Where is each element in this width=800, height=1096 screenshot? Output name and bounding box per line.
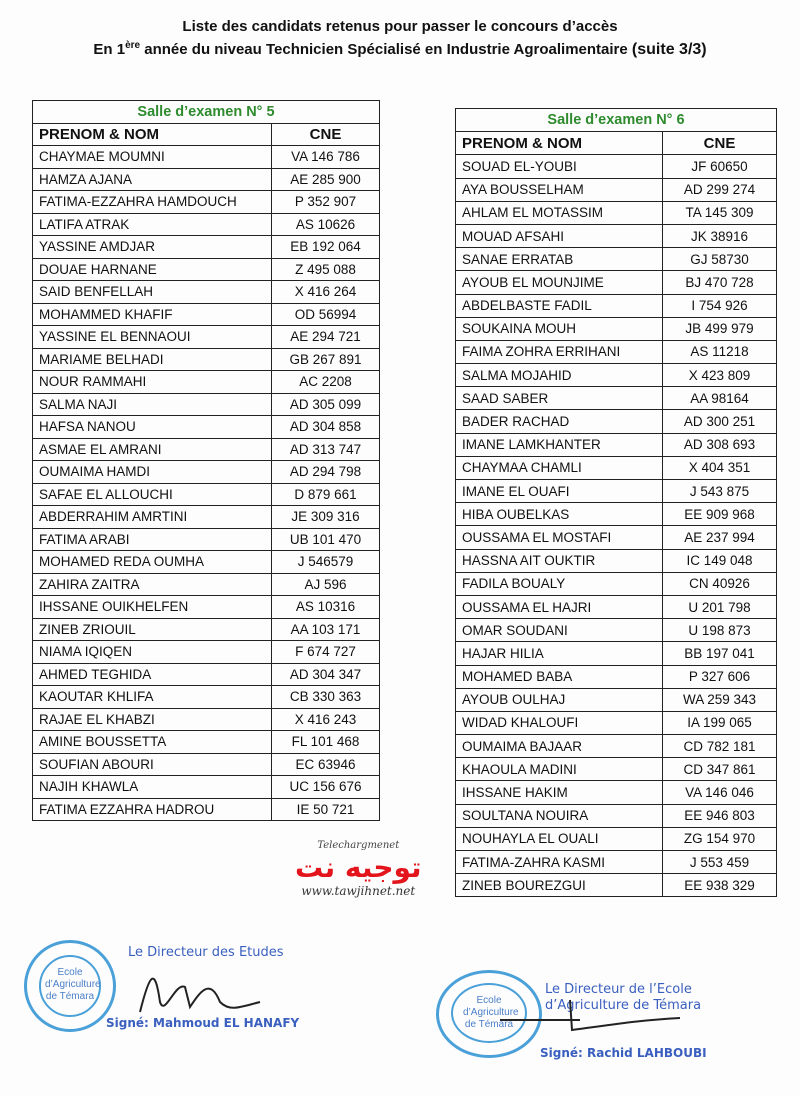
director-school-title: Le Directeur de l’Ecole d’Agriculture de Témara [545, 982, 702, 1013]
table-row [33, 551, 380, 574]
candidate-cne: J 553 459 [663, 851, 777, 874]
candidate-name: NIAMA IQIQEN [33, 641, 272, 664]
handwritten-signature-left [120, 962, 270, 1022]
candidate-name: SOUFIAN ABOURI [33, 753, 272, 776]
candidate-name: HIBA OUBELKAS [456, 503, 663, 526]
document-title-line2 [0, 40, 800, 59]
candidate-cne: AD 305 099 [272, 393, 380, 416]
table-row [456, 595, 777, 618]
table-row [456, 688, 777, 711]
candidate-name: SAAD SABER [456, 387, 663, 410]
candidate-name: MOHAMMED KHAFIF [33, 303, 272, 326]
table-row [456, 851, 777, 874]
table-row [456, 665, 777, 688]
table-row [33, 528, 380, 551]
table-row [456, 387, 777, 410]
candidate-name: OUSSAMA EL HAJRI [456, 595, 663, 618]
candidate-cne: EE 938 329 [663, 874, 777, 897]
candidate-cne: ZG 154 970 [663, 827, 777, 850]
table-row [33, 776, 380, 799]
title-main: année du niveau Technicien Spécialisé en Industrie Agroalimentaire [140, 41, 628, 58]
candidate-cne: AD 304 347 [272, 663, 380, 686]
candidate-cne: BJ 470 728 [663, 271, 777, 294]
table-row [456, 410, 777, 433]
table-row [456, 503, 777, 526]
salle-5-title: Salle d’examen N° 5 [33, 101, 380, 124]
candidate-cne: EE 909 968 [663, 503, 777, 526]
candidate-cne: AA 98164 [663, 387, 777, 410]
table-row [456, 364, 777, 387]
table-row [456, 526, 777, 549]
candidate-cne: CD 347 861 [663, 758, 777, 781]
candidate-name: IMANE EL OUAFI [456, 480, 663, 503]
stamp-right-text: Ecole d’Agriculture de Témara [463, 995, 519, 1030]
table-row [33, 236, 380, 259]
candidate-name: LATIFA ATRAK [33, 213, 272, 236]
candidate-name: NAJIH KHAWLA [33, 776, 272, 799]
table-row [33, 506, 380, 529]
candidate-cne: GJ 58730 [663, 248, 777, 271]
candidate-cne: BB 197 041 [663, 642, 777, 665]
table-row [33, 731, 380, 754]
candidate-cne: F 674 727 [272, 641, 380, 664]
candidate-cne: IC 149 048 [663, 549, 777, 572]
candidate-name: ZINEB BOUREZGUI [456, 874, 663, 897]
candidate-name: SANAE ERRATAB [456, 248, 663, 271]
candidate-name: OUSSAMA EL MOSTAFI [456, 526, 663, 549]
table-row [33, 258, 380, 281]
table-row [456, 155, 777, 178]
table-row [456, 294, 777, 317]
table-row [456, 758, 777, 781]
table-row [33, 281, 380, 304]
table-row [456, 804, 777, 827]
column-header-cne: CNE [272, 123, 380, 146]
title-superscript: ère [125, 40, 141, 51]
title-prefix: En 1 [93, 41, 126, 58]
table-row [456, 480, 777, 503]
candidate-cne: D 879 661 [272, 483, 380, 506]
candidate-cne: CN 40926 [663, 572, 777, 595]
table-row [33, 393, 380, 416]
candidate-name: AYOUB EL MOUNJIME [456, 271, 663, 294]
candidate-name: IMANE LAMKHANTER [456, 433, 663, 456]
candidate-cne: OD 56994 [272, 303, 380, 326]
candidate-name: AHLAM EL MOTASSIM [456, 201, 663, 224]
table-row [33, 461, 380, 484]
candidate-cne: AC 2208 [272, 371, 380, 394]
watermark [295, 840, 422, 898]
candidate-name: ASMAE EL AMRANI [33, 438, 272, 461]
column-header-name: PRENOM & NOM [456, 132, 663, 155]
candidate-name: FAIMA ZOHRA ERRIHANI [456, 340, 663, 363]
table-row [33, 798, 380, 821]
candidate-cne: AD 304 858 [272, 416, 380, 439]
candidate-cne: AA 103 171 [272, 618, 380, 641]
candidate-cne: TA 145 309 [663, 201, 777, 224]
candidate-name: OUMAIMA BAJAAR [456, 735, 663, 758]
table-row [33, 708, 380, 731]
column-header-name: PRENOM & NOM [33, 123, 272, 146]
table-row [33, 596, 380, 619]
candidate-cne: AS 10626 [272, 213, 380, 236]
signature-right: Signé: Rachid LAHBOUBI [540, 1046, 707, 1060]
candidate-name: HASSNA AIT OUKTIR [456, 549, 663, 572]
stamp-left-text: Ecole d’Agriculture de Témara [45, 967, 101, 1002]
candidate-name: SAFAE EL ALLOUCHI [33, 483, 272, 506]
candidate-name: SOUKAINA MOUH [456, 317, 663, 340]
table-row [456, 827, 777, 850]
table-row [33, 168, 380, 191]
table-row [456, 317, 777, 340]
candidate-cne: UB 101 470 [272, 528, 380, 551]
table-row [456, 735, 777, 758]
salle-6-table [455, 108, 777, 897]
candidate-name: CHAYMAA CHAMLI [456, 456, 663, 479]
candidate-cne: EC 63946 [272, 753, 380, 776]
table-row [33, 371, 380, 394]
column-header-cne: CNE [663, 132, 777, 155]
candidate-name: BADER RACHAD [456, 410, 663, 433]
table-row [33, 213, 380, 236]
candidate-cne: IA 199 065 [663, 711, 777, 734]
candidate-name: HAFSA NANOU [33, 416, 272, 439]
candidate-cne: AS 11218 [663, 340, 777, 363]
table-row [33, 618, 380, 641]
candidate-name: IHSSANE HAKIM [456, 781, 663, 804]
candidate-name: NOUR RAMMAHI [33, 371, 272, 394]
candidate-name: ABDERRAHIM AMRTINI [33, 506, 272, 529]
candidate-cne: J 543 875 [663, 480, 777, 503]
table-row [33, 573, 380, 596]
salle-5-table [32, 100, 380, 821]
candidate-name: AYA BOUSSELHAM [456, 178, 663, 201]
candidate-cne: CB 330 363 [272, 686, 380, 709]
candidate-cne: AS 10316 [272, 596, 380, 619]
candidate-cne: UC 156 676 [272, 776, 380, 799]
table-row [456, 456, 777, 479]
candidate-name: FADILA BOUALY [456, 572, 663, 595]
candidate-cne: JB 499 979 [663, 317, 777, 340]
table-row [456, 178, 777, 201]
table-row [456, 549, 777, 572]
table-row [33, 191, 380, 214]
candidate-name: MOHAMED REDA OUMHA [33, 551, 272, 574]
candidate-name: FATIMA-EZZAHRA HAMDOUCH [33, 191, 272, 214]
table-row [456, 642, 777, 665]
candidate-cne: AD 299 274 [663, 178, 777, 201]
candidate-name: YASSINE AMDJAR [33, 236, 272, 259]
candidate-name: HAJAR HILIA [456, 642, 663, 665]
candidate-cne: EB 192 064 [272, 236, 380, 259]
table-row [456, 340, 777, 363]
table-row [456, 433, 777, 456]
table-row [456, 271, 777, 294]
title-suite: (suite 3/3) [631, 41, 707, 58]
candidate-cne: IE 50 721 [272, 798, 380, 821]
table-row [33, 303, 380, 326]
table-row [33, 438, 380, 461]
table-row [33, 146, 380, 169]
candidate-cne: GB 267 891 [272, 348, 380, 371]
candidate-cne: JF 60650 [663, 155, 777, 178]
candidate-name: ZINEB ZRIOUIL [33, 618, 272, 641]
candidate-name: AMINE BOUSSETTA [33, 731, 272, 754]
director-studies-title: Le Directeur des Etudes [128, 945, 284, 960]
candidate-cne: J 546579 [272, 551, 380, 574]
table-row [456, 874, 777, 897]
candidate-cne: JE 309 316 [272, 506, 380, 529]
table-row [33, 663, 380, 686]
watermark-logo: توجيه نت [295, 851, 422, 884]
candidate-name: OUMAIMA HAMDI [33, 461, 272, 484]
table-row [456, 248, 777, 271]
watermark-top-text: Telechargmenet [317, 840, 400, 851]
table-row [456, 201, 777, 224]
signature-left: Signé: Mahmoud EL HANAFY [106, 1016, 300, 1030]
candidate-name: SOULTANA NOUIRA [456, 804, 663, 827]
candidate-name: SAID BENFELLAH [33, 281, 272, 304]
candidate-cne: U 198 873 [663, 619, 777, 642]
candidate-cne: X 423 809 [663, 364, 777, 387]
table-row [33, 641, 380, 664]
candidate-name: FATIMA-ZAHRA KASMI [456, 851, 663, 874]
handwritten-signature-right [490, 990, 690, 1040]
table-row [33, 753, 380, 776]
candidate-name: WIDAD KHALOUFI [456, 711, 663, 734]
candidate-name: ZAHIRA ZAITRA [33, 573, 272, 596]
candidate-cne: X 404 351 [663, 456, 777, 479]
candidate-cne: U 201 798 [663, 595, 777, 618]
candidate-name: DOUAE HARNANE [33, 258, 272, 281]
candidate-name: KHAOULA MADINI [456, 758, 663, 781]
candidate-name: SOUAD EL-YOUBI [456, 155, 663, 178]
candidate-name: IHSSANE OUIKHELFEN [33, 596, 272, 619]
candidate-name: MOUAD AFSAHI [456, 224, 663, 247]
table-row [456, 781, 777, 804]
candidate-name: FATIMA ARABI [33, 528, 272, 551]
document-title-line1: Liste des candidats retenus pour passer le concours d’accès [182, 18, 618, 35]
school-stamp-left [24, 940, 116, 1032]
table-row [456, 572, 777, 595]
candidate-cne: Z 495 088 [272, 258, 380, 281]
watermark-url: www.tawjihnet.net [301, 884, 416, 898]
candidate-name: NOUHAYLA EL OUALI [456, 827, 663, 850]
candidate-cne: AD 300 251 [663, 410, 777, 433]
candidate-name: KAOUTAR KHLIFA [33, 686, 272, 709]
table-row [33, 416, 380, 439]
candidate-name: CHAYMAE MOUMNI [33, 146, 272, 169]
candidate-name: FATIMA EZZAHRA HADROU [33, 798, 272, 821]
table-row [456, 224, 777, 247]
candidate-cne: FL 101 468 [272, 731, 380, 754]
candidate-name: YASSINE EL BENNAOUI [33, 326, 272, 349]
candidate-cne: P 352 907 [272, 191, 380, 214]
candidate-cne: AD 294 798 [272, 461, 380, 484]
candidate-cne: X 416 264 [272, 281, 380, 304]
candidate-cne: JK 38916 [663, 224, 777, 247]
candidate-cne: AE 294 721 [272, 326, 380, 349]
candidate-cne: AD 308 693 [663, 433, 777, 456]
candidate-cne: CD 782 181 [663, 735, 777, 758]
candidate-name: AHMED TEGHIDA [33, 663, 272, 686]
candidate-name: OMAR SOUDANI [456, 619, 663, 642]
candidate-name: RAJAE EL KHABZI [33, 708, 272, 731]
candidate-cne: WA 259 343 [663, 688, 777, 711]
candidate-cne: X 416 243 [272, 708, 380, 731]
candidate-cne: AJ 596 [272, 573, 380, 596]
table-row [456, 711, 777, 734]
table-row [33, 326, 380, 349]
table-row [33, 483, 380, 506]
candidate-name: SALMA MOJAHID [456, 364, 663, 387]
candidate-name: HAMZA AJANA [33, 168, 272, 191]
candidate-name: MOHAMED BABA [456, 665, 663, 688]
candidate-name: ABDELBASTE FADIL [456, 294, 663, 317]
salle-6-title: Salle d’examen N° 6 [456, 109, 777, 132]
candidate-cne: VA 146 786 [272, 146, 380, 169]
candidate-cne: VA 146 046 [663, 781, 777, 804]
table-row [33, 348, 380, 371]
candidate-name: MARIAME BELHADI [33, 348, 272, 371]
candidate-cne: AE 237 994 [663, 526, 777, 549]
table-row [33, 686, 380, 709]
candidate-name: AYOUB OULHAJ [456, 688, 663, 711]
candidate-cne: AD 313 747 [272, 438, 380, 461]
candidate-name: SALMA NAJI [33, 393, 272, 416]
candidate-cne: AE 285 900 [272, 168, 380, 191]
table-row [456, 619, 777, 642]
candidate-cne: P 327 606 [663, 665, 777, 688]
candidate-cne: I 754 926 [663, 294, 777, 317]
candidate-cne: EE 946 803 [663, 804, 777, 827]
